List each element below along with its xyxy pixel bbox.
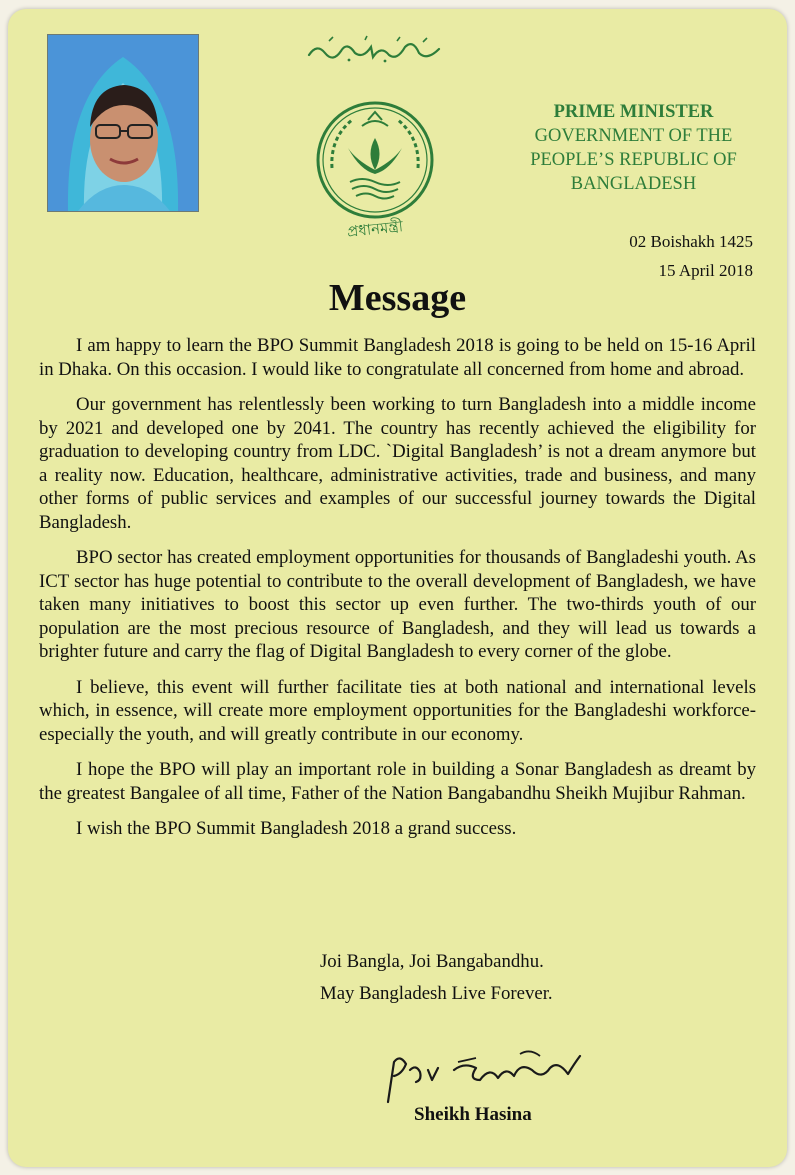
paragraph: I wish the BPO Summit Bangladesh 2018 a grand success. [76,818,517,839]
gregorian-date: 15 April 2018 [658,261,753,280]
office-line: BANGLADESH [570,174,697,194]
paragraph: I hope the BPO will play an important role in building a Sonar Bangladesh as dreamt by the greatest Bangalee of all time, Father of the Nation Bangabandhu Sheikh Mujibur Rahman. [39,759,756,804]
message-body [39,334,756,853]
page-title: Message [328,277,467,319]
office-line: GOVERNMENT OF THE [534,126,733,146]
prime-minister-seal [312,98,438,238]
bismillah-calligraphy [305,35,445,65]
closing-lines [320,946,553,1010]
handwritten-signature [380,1040,590,1110]
paragraph: Our government has relentlessly been working to turn Bangladesh into a middle income by 2021 and developed one by 2041. The country has recently achieved the eligibility for graduation to developing country from LDC. `Digital Bangladesh’ is not a dream anymore but a reality now. Education, healthcare, administrative activities, trade and business, and many other forms of public services and examples of our successful journey towards the Digital Bangladesh. [39,394,756,533]
office-line: PEOPLE’S REPUBLIC OF [530,150,737,170]
paragraph: BPO sector has created employment opportunities for thousands of Bangladeshi youth. As ICT sector has huge potential to contribute to the overall development of Bangladesh, we have taken many initiatives to boost this sector up even further. The two-thirds youth of our population are the most precious resource of Bangladesh, and they will lead us towards a brighter future and carry the flag of Digital Bangladesh to every corner of the globe. [39,547,756,662]
paragraph: I am happy to learn the BPO Summit Bangladesh 2018 is going to be held on 15-16 April in Dhaka. On this occasion. I would like to congratulate all concerned from home and abroad. [39,335,756,380]
seal-caption: প্রধানমন্ত্রী [346,217,404,238]
signer-name: Sheikh Hasina [414,1104,532,1125]
office-title: PRIME MINISTER [553,102,714,122]
portrait-photo [47,34,199,212]
bengali-date: 02 Boishakh 1425 [629,232,753,251]
office-heading [505,100,762,196]
closing-line: May Bangladesh Live Forever. [320,983,553,1004]
closing-line: Joi Bangla, Joi Bangabandhu. [320,951,544,972]
paragraph: I believe, this event will further facilitate ties at both national and international levels which, in essence, will create more employment opportunities for the Bangladeshi workforce-especially the youth, and will greatly contribute in our economy. [39,676,756,745]
